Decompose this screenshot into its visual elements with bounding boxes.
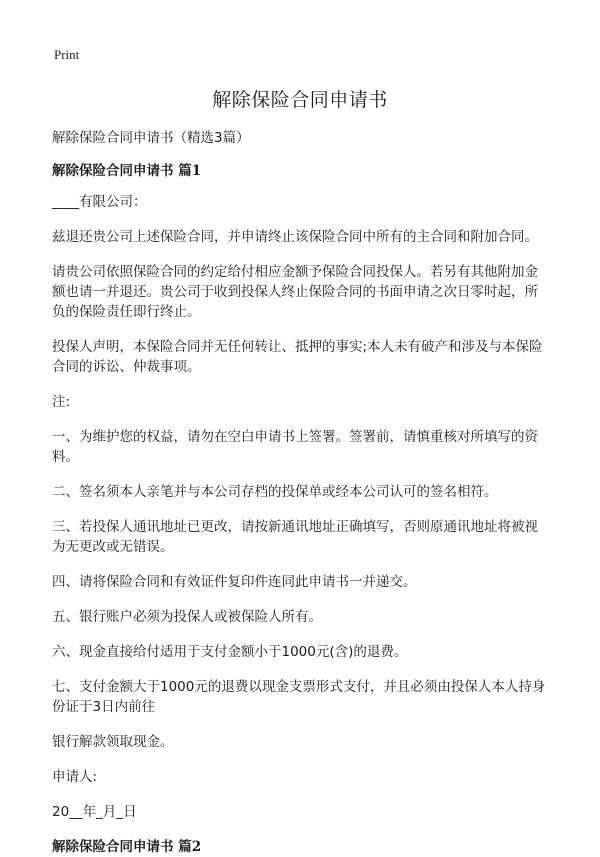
note-item: 五、银行账户必须为投保人或被保险人所有。 — [52, 609, 322, 625]
note-item: 二、签名须本人亲笔并与本公司存档的投保单或经本公司认可的签名相符。 — [52, 484, 498, 500]
note-label: 注: — [52, 394, 71, 410]
note-item: 三、若投保人通讯地址已更改，请按新通讯地址正确填写，否则原通讯地址将被视为无更改或无错误。 — [52, 519, 538, 555]
document-title: 解除保险合同申请书 — [212, 89, 388, 111]
section-heading-2: 解除保险合同申请书 篇2 — [52, 839, 202, 855]
note-item: 六、现金直接给付适用于支付金额小于1000元(含)的退费。 — [52, 644, 408, 660]
addressee-line: ____有限公司： — [52, 194, 147, 210]
note-item: 七、支付金额大于1000元的退费以现金支票形式支付，并且必须由投保人本人持身份证于3日内前往 — [52, 679, 546, 715]
note-item-continued: 银行解款领取现金。 — [52, 734, 174, 750]
body-paragraph: 请贵公司依照保险合同的约定给付相应金额予保险合同投保人。若另有其他附加金额也请一并退还。贵公司于收到投保人终止保险合同的书面申请之次日零时起，所负的保险责任即行终止。 — [52, 264, 538, 320]
date-line: 20__年_月_日 — [52, 804, 137, 820]
applicant-label: 申请人: — [52, 769, 98, 785]
section-heading-1: 解除保险合同申请书 篇1 — [52, 163, 202, 179]
print-link[interactable]: Print — [54, 47, 80, 62]
body-paragraph: 兹退还贵公司上述保险合同，并申请终止该保险合同中所有的主合同和附加合同。 — [52, 229, 538, 245]
document-subtitle: 解除保险合同申请书（精选3篇） — [52, 130, 250, 146]
note-item: 一、为维护您的权益，请勿在空白申请书上签署。签署前，请慎重核对所填写的资料。 — [52, 429, 538, 465]
body-paragraph: 投保人声明，本保险合同并无任何转让、抵押的事实;本人未有破产和涉及与本保险合同的诉讼、仲裁事项。 — [52, 339, 543, 375]
note-item: 四、请将保险合同和有效证件复印件连同此申请书一并递交。 — [52, 574, 417, 590]
